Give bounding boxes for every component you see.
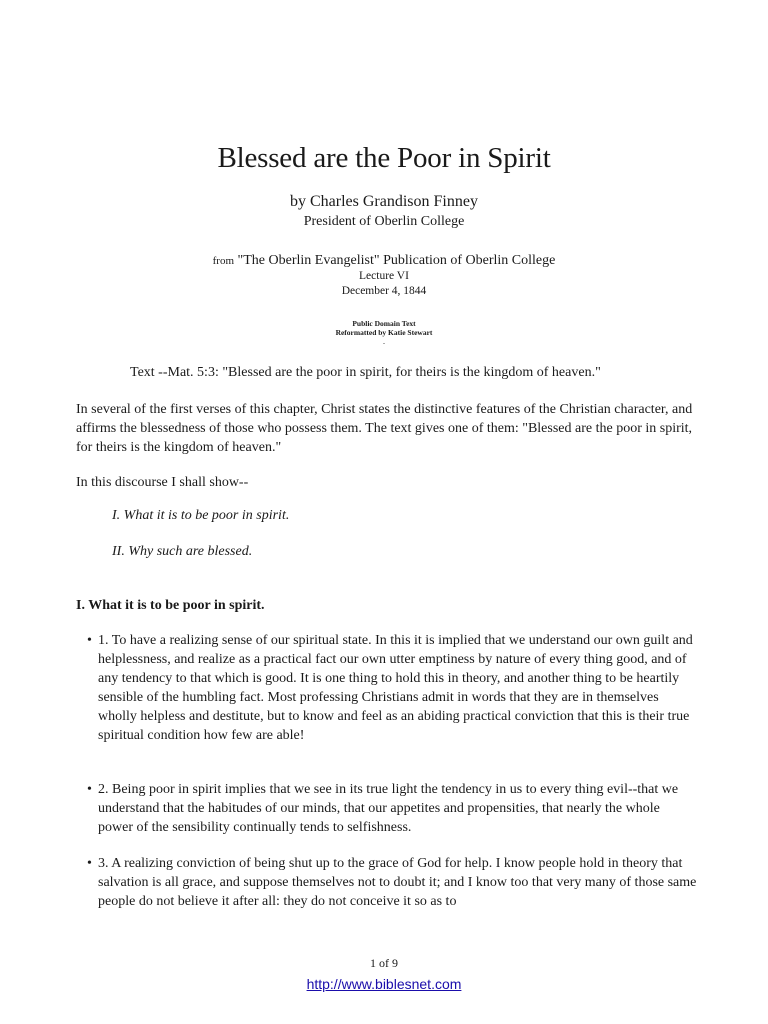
scripture-text: Text --Mat. 5:3: "Blessed are the poor in spirit, for theirs is the kingdom of heaven." <box>130 365 601 380</box>
author-position: President of Oberlin College <box>303 214 465 229</box>
discourse-intro: In this discourse I shall show-- <box>76 475 249 490</box>
source-prefix: from <box>212 255 235 267</box>
outline-point-1: I. What it is to be poor in spirit. <box>112 508 290 523</box>
list-item-text: 2. Being poor in spirit implies that we see in its true light the tendency in us to every thing evil--that we understand that the habitudes of our minds, that our appetites and propensities, that nearly the whole power of the sensibility continually tends to selfishness. <box>98 782 679 835</box>
list-item <box>87 780 698 837</box>
lecture-number: Lecture VI <box>359 270 409 282</box>
public-domain-note: Public Domain Text <box>352 319 416 328</box>
bullet-icon: • <box>87 633 92 648</box>
source-main: "The Oberlin Evangelist" Publication of Oberlin College <box>237 253 556 268</box>
list-item-text: 3. A realizing conviction of being shut up to the grace of God for help. I know people hold in theory that salvation is all grace, and suppose themselves not to doubt it; and I know too that very many of those same people do not believe it after all: they do not conceive it so as to <box>98 856 697 909</box>
website-link[interactable]: http://www.biblesnet.com <box>306 976 462 992</box>
outline-point-2: II. Why such are blessed. <box>112 544 253 559</box>
source-line <box>0 253 768 269</box>
document-title: Blessed are the Poor in Spirit <box>217 142 551 174</box>
section-heading: I. What it is to be poor in spirit. <box>76 598 265 613</box>
separator-dot: . <box>383 337 385 346</box>
reformatted-note: Reformatted by Katie Stewart <box>335 328 433 337</box>
footer-link-container <box>0 976 768 992</box>
intro-paragraph: In several of the first verses of this chapter, Christ states the distinctive features of the Christian character, and affirms the blessedness of those who possess them. The text gives one of them: "Blessed are the poor in spirit, for theirs is the kingdom of heaven." <box>76 402 693 455</box>
author-line: by Charles Grandison Finney <box>290 193 478 210</box>
list-item <box>87 854 698 911</box>
bullet-icon: • <box>87 782 92 797</box>
list-item <box>87 631 698 745</box>
list-item-text: 1. To have a realizing sense of our spiritual state. In this it is implied that we understand our own guilt and helplessness, and realize as a practical fact our own utter emptiness by nature of every thing good, and of any tendency to that which is good. It is one thing to hold this in theory, and another thing to be heartily sensible of the humbling fact. Most professing Christians admit in words that they are in themselves wholly helpless and destitute, but to know and feel as an abiding practical conviction that this is their true spiritual condition how few are able! <box>98 633 693 743</box>
lecture-date: December 4, 1844 <box>341 285 427 297</box>
page-number: 1 of 9 <box>370 956 398 970</box>
bullet-icon: • <box>87 856 92 871</box>
